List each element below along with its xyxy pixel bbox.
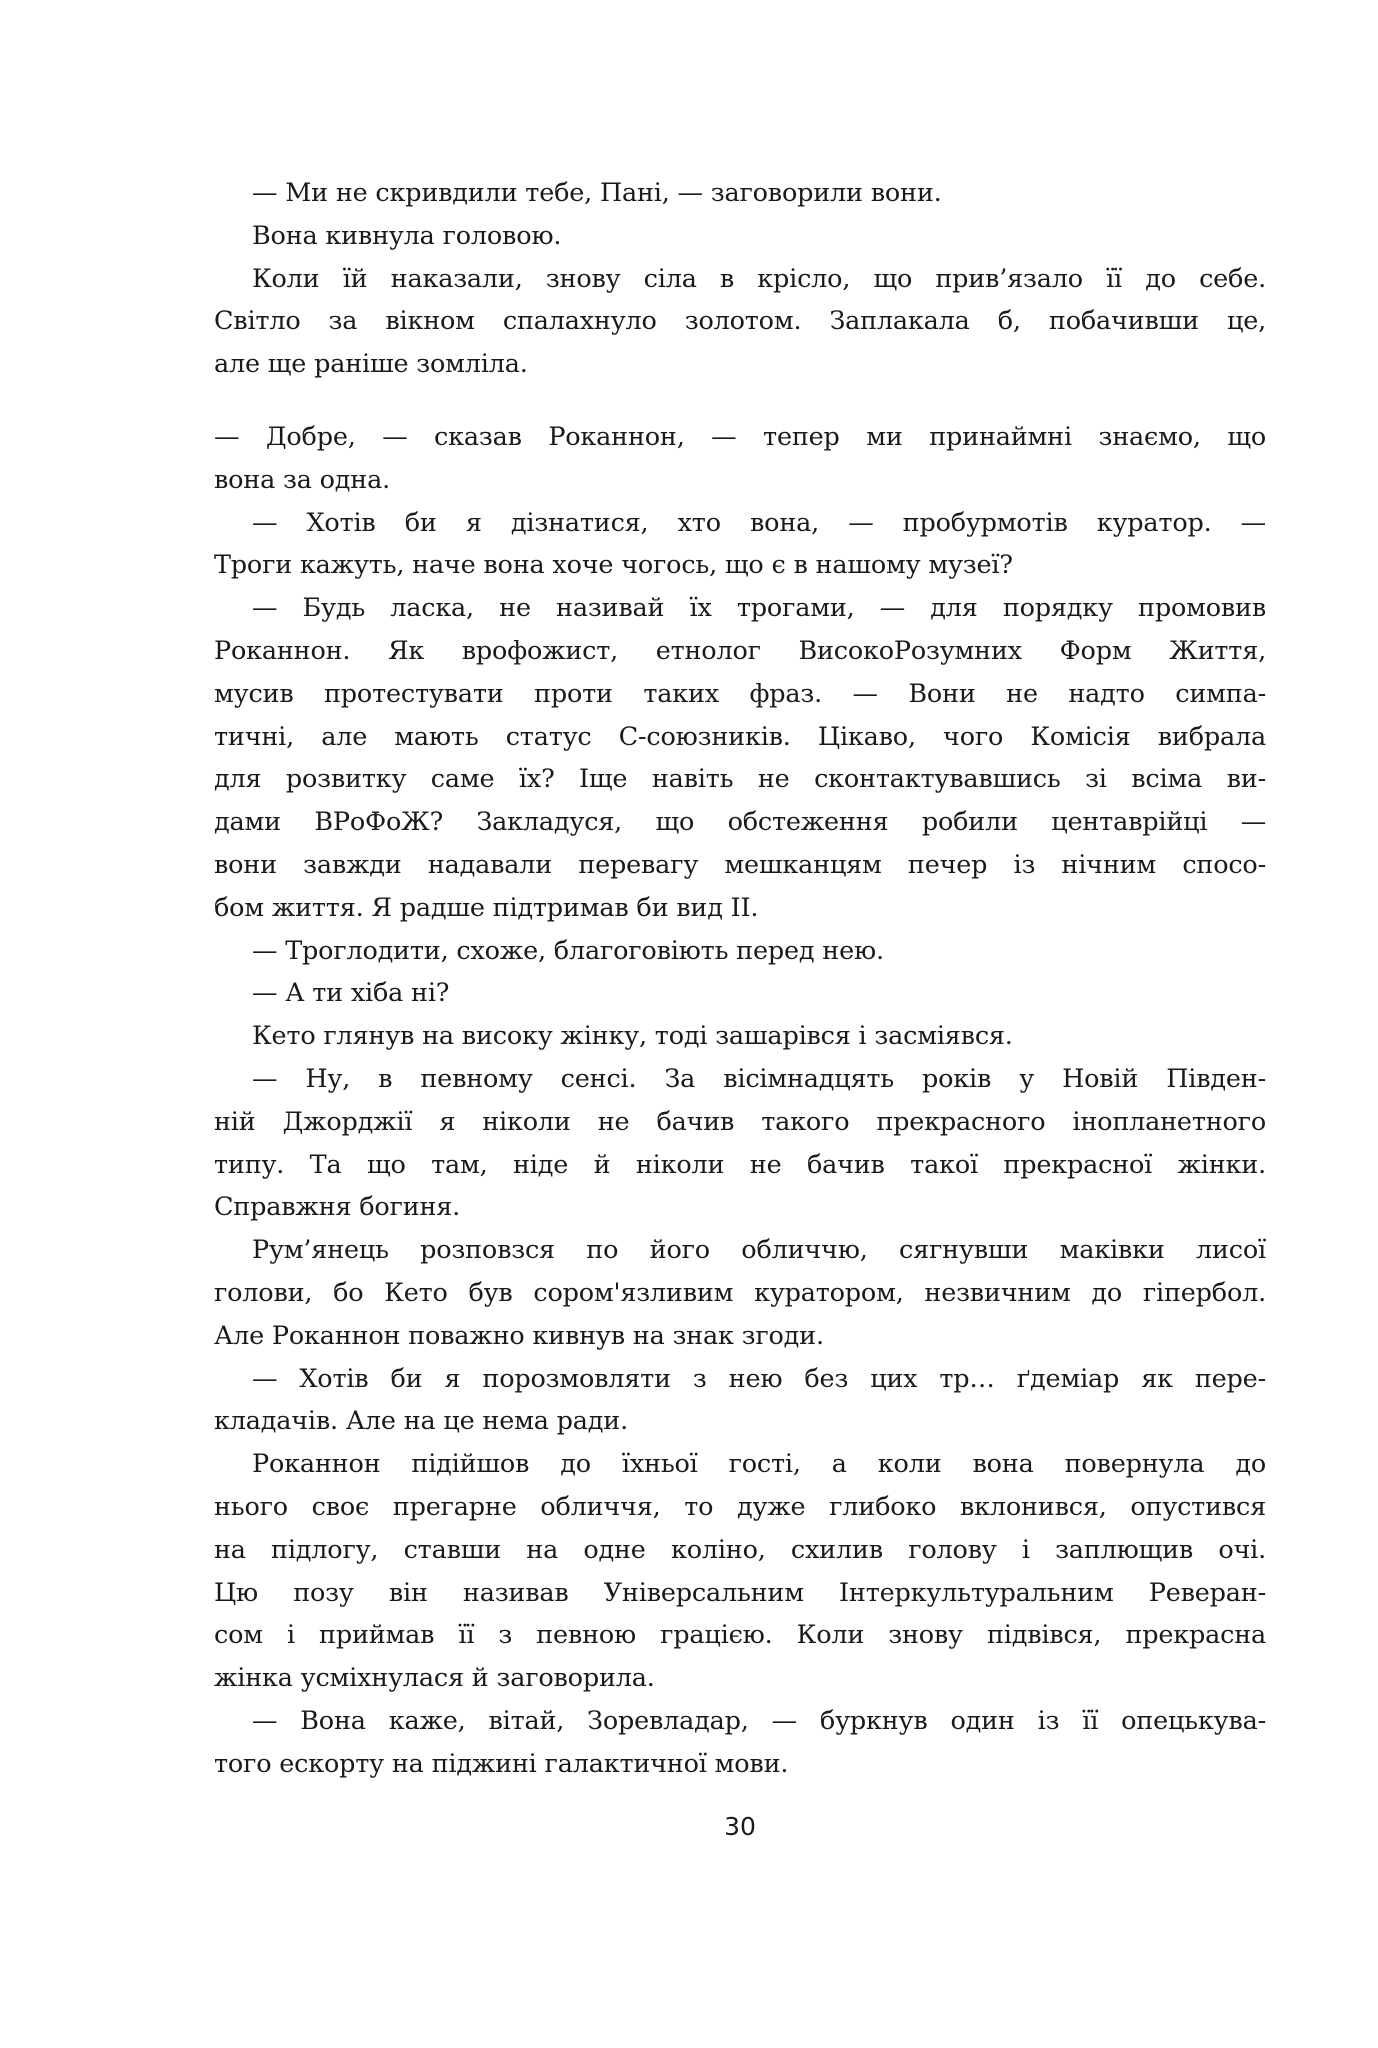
text-line: на підлогу, ставши на одне коліно, схилив голову і заплющив очі. bbox=[214, 1534, 1266, 1565]
text-line: вона за одна. bbox=[214, 464, 390, 495]
text-line: — Ми не скривдили тебе, Пані, — заговорили вони. bbox=[252, 178, 942, 208]
text-line: вони завжди надавали перевагу мешканцям печер із нічним спосо- bbox=[214, 850, 1266, 880]
text-line: дами ВРоФоЖ? Закладуся, що обстеження робили центаврійці — bbox=[214, 807, 1266, 838]
text-line: Але Роканнон поважно кивнув на знак згоди. bbox=[214, 1320, 824, 1351]
text-line: Коли їй наказали, знову сіла в крісло, що прив’язало її до себе. bbox=[252, 263, 1266, 294]
text-line: Роканнон. Як врофожист, етнолог ВисокоРозумних Форм Життя, bbox=[214, 636, 1266, 666]
text-line: бом життя. Я радше підтримав би вид ІІ. bbox=[214, 892, 759, 923]
text-line: мусив протестувати проти таких фраз. — Вони не надто симпа- bbox=[214, 678, 1266, 709]
text-line: — Ну, в певному сенсі. За вісімнадцять років у Новій Півден- bbox=[252, 1064, 1266, 1094]
text-line: типу. Та що там, ніде й ніколи не бачив такої прекрасної жінки. bbox=[214, 1149, 1266, 1180]
text-line: — Добре, — сказав Роканнон, — тепер ми принаймні знаємо, що bbox=[214, 422, 1266, 452]
text-line: тичні, але мають статус С-союзників. Цікаво, чого Комісія вибрала bbox=[214, 721, 1266, 752]
text-line: Справжня богиня. bbox=[214, 1192, 461, 1223]
text-line: кладачів. Але на це нема ради. bbox=[214, 1406, 628, 1437]
text-line: для розвитку саме їх? Іще навіть не сконтактувавшись зі всіма ви- bbox=[214, 764, 1266, 795]
text-line: Кето глянув на високу жінку, тоді зашарівся і засміявся. bbox=[252, 1021, 1013, 1052]
text-line: — Троглодити, схоже, благоговіють перед нею. bbox=[252, 935, 884, 966]
text-line: жінка усміхнулася й заговорила. bbox=[214, 1663, 655, 1694]
text-line: — А ти хіба ні? bbox=[252, 978, 450, 1009]
text-line: Троги кажуть, наче вона хоче чогось, що є в нашому музеї? bbox=[214, 550, 1013, 581]
text-line: нього своє прегарне обличчя, то дуже глибоко вклонився, опустився bbox=[214, 1492, 1266, 1522]
text-line: того ескорту на піджині галактичної мови. bbox=[214, 1748, 789, 1779]
text-line: Світло за вікном спалахнуло золотом. Заплакала б, побачивши це, bbox=[214, 306, 1266, 337]
text-line: Рум’янець розповзся по його обличчю, сягнувши маківки лисої bbox=[252, 1235, 1266, 1266]
text-line: голови, бо Кето був сором'язливим куратором, незвичним до гіпербол. bbox=[214, 1278, 1266, 1308]
text-line: — Будь ласка, не називай їх трогами, — для порядку промовив bbox=[252, 593, 1266, 624]
text-line: сом і приймав її з певною грацією. Коли знову підвівся, прекрасна bbox=[214, 1620, 1266, 1651]
text-line: але ще раніше зомліла. bbox=[214, 349, 528, 380]
text-line: — Хотів би я дізнатися, хто вона, — пробурмотів куратор. — bbox=[252, 507, 1266, 538]
text-line: ній Джорджії я ніколи не бачив такого прекрасного інопланетного bbox=[214, 1106, 1266, 1137]
text-line: — Вона каже, вітай, Зоревладар, — буркнув один із її опецькува- bbox=[252, 1706, 1266, 1736]
text-line: Роканнон підійшов до їхньої гості, а коли вона повернула до bbox=[252, 1449, 1266, 1480]
text-line: — Хотів би я порозмовляти з нею без цих тр… ґдеміар як пере- bbox=[252, 1363, 1266, 1394]
page-number: 30 bbox=[724, 1812, 756, 1841]
text-line: Цю позу він називав Універсальним Інтеркультуральним Реверан- bbox=[214, 1577, 1266, 1608]
text-line: Вона кивнула головою. bbox=[252, 220, 562, 251]
